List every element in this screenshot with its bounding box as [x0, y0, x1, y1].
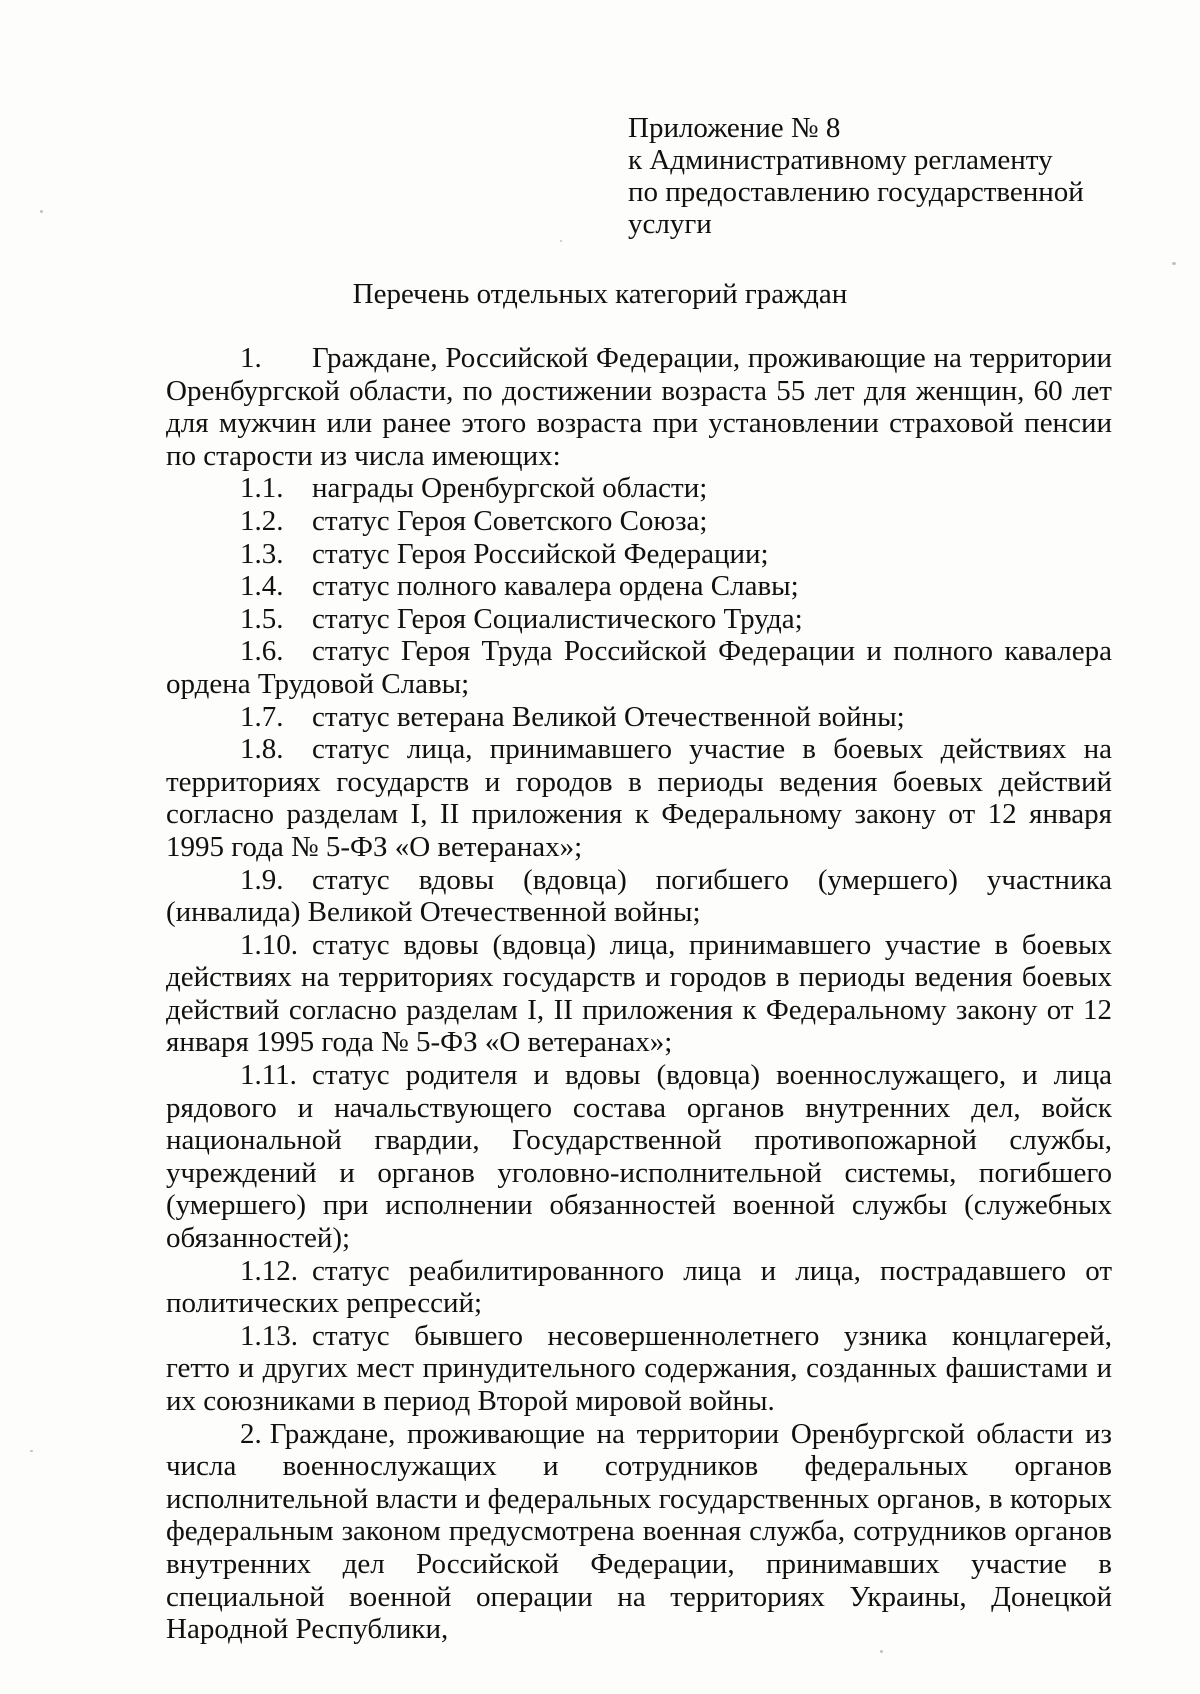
item-text: статус родителя и вдовы (вдовца) военнослужащего, и лица рядового и начальствующего состава органов внутренних дел, войск национальной гвардии, Государственной противопожарной службы, учреждений и органов уголовно-исполнительной системы, погибшего (умершего) при исполнении обязанностей военной службы (служебных обязанностей);: [166, 1059, 1112, 1255]
item-number: 1.5.: [240, 602, 284, 635]
item-number: 1.3.: [240, 537, 284, 570]
annex-line-1: Приложение № 8: [628, 112, 841, 144]
item-text: статус Героя Российской Федерации;: [312, 537, 769, 570]
item-number: 1.2.: [240, 504, 284, 537]
annex-line-3: по предоставлению государственной: [628, 176, 1084, 208]
list-item: [166, 929, 1112, 1059]
item-number: 1.: [240, 342, 262, 374]
list-item: [166, 472, 1112, 505]
list-item: [166, 864, 1112, 929]
list-item: [166, 538, 1112, 571]
item-text: статус вдовы (вдовца) погибшего (умершего) участника (инвалида) Великой Отечественной войны;: [166, 863, 1112, 929]
item-number: 1.10.: [240, 928, 298, 961]
item-number: 1.1.: [240, 472, 284, 505]
scan-speck: [1172, 262, 1176, 265]
item-text: статус Героя Социалистического Труда;: [312, 602, 803, 635]
list-item: [166, 505, 1112, 538]
list-item: [166, 603, 1112, 636]
item-number: 1.8.: [240, 733, 284, 766]
item-number: 1.12.: [240, 1254, 298, 1287]
item-number: 1.7.: [240, 700, 284, 733]
list-item: [166, 733, 1112, 863]
scan-speck: [880, 1650, 883, 1653]
list-item: [166, 1255, 1112, 1320]
list-item: [166, 1059, 1112, 1255]
document-body: [166, 342, 1112, 1646]
document-title: Перечень отдельных категорий граждан: [352, 278, 848, 310]
item-number: 1.4.: [240, 570, 284, 603]
item-number: 1.13.: [240, 1319, 298, 1352]
item-number: 1.9.: [240, 863, 284, 896]
scan-speck: [30, 1450, 33, 1452]
item-text: статус Героя Советского Союза;: [312, 504, 708, 537]
list-item: [166, 1320, 1112, 1418]
item-text: статус лица, принимавшего участие в боевых действиях на территориях государств и городов в периоды ведения боевых действий согласно разделам I, II приложения к Федеральному закону от 12 января 1995 года № 5-ФЗ «О ветеранах»;: [166, 733, 1112, 863]
item-text: статус полного кавалера ордена Славы;: [312, 570, 799, 603]
list-item: [166, 1418, 1112, 1646]
item-text: Граждане, проживающие на территории Оренбургской области из числа военнослужащих и сотрудников федеральных органов исполнительной власти и федеральных государственных органов, в которых федеральным законом предусмотрена военная служба, сотрудников органов внутренних дел Российской Федерации, принимавших участие в специальной военной операции на территориях Украины, Донецкой Народной Республики,: [166, 1417, 1112, 1646]
list-item: [166, 635, 1112, 700]
scan-speck: [560, 240, 562, 242]
list-item: [166, 701, 1112, 734]
item-text: статус бывшего несовершеннолетнего узника концлагерей, гетто и других мест принудительного содержания, созданных фашистами и их союзниками в период Второй мировой войны.: [166, 1319, 1112, 1417]
item-text: Граждане, Российской Федерации, проживающие на территории Оренбургской области, по достижении возраста 55 лет для женщин, 60 лет для мужчин или ранее этого возраста при установлении страховой пенсии по старости из числа имеющих:: [166, 342, 1112, 472]
item-text: статус вдовы (вдовца) лица, принимавшего участие в боевых действиях на территориях государств и городов в периоды ведения боевых действий согласно разделам I, II приложения к Федеральному закону от 12 января 1995 года № 5-ФЗ «О ветеранах»;: [166, 928, 1112, 1059]
item-text: статус реабилитированного лица и лица, пострадавшего от политических репрессий;: [166, 1254, 1112, 1320]
list-item: [166, 570, 1112, 603]
item-number: 1.6.: [240, 635, 284, 668]
annex-line-4: услуги: [628, 208, 712, 240]
item-number: 1.11.: [240, 1059, 297, 1092]
annex-line-2: к Административному регламенту: [628, 144, 1053, 176]
item-text: статус ветерана Великой Отечественной войны;: [312, 700, 905, 733]
scan-speck: [40, 210, 43, 213]
item-number: 2.: [240, 1417, 262, 1450]
item-text: статус Героя Труда Российской Федерации и полного кавалера ордена Трудовой Славы;: [166, 635, 1112, 700]
annex-header: [628, 112, 1148, 240]
list-item: [166, 342, 1112, 472]
item-text: награды Оренбургской области;: [312, 472, 708, 505]
